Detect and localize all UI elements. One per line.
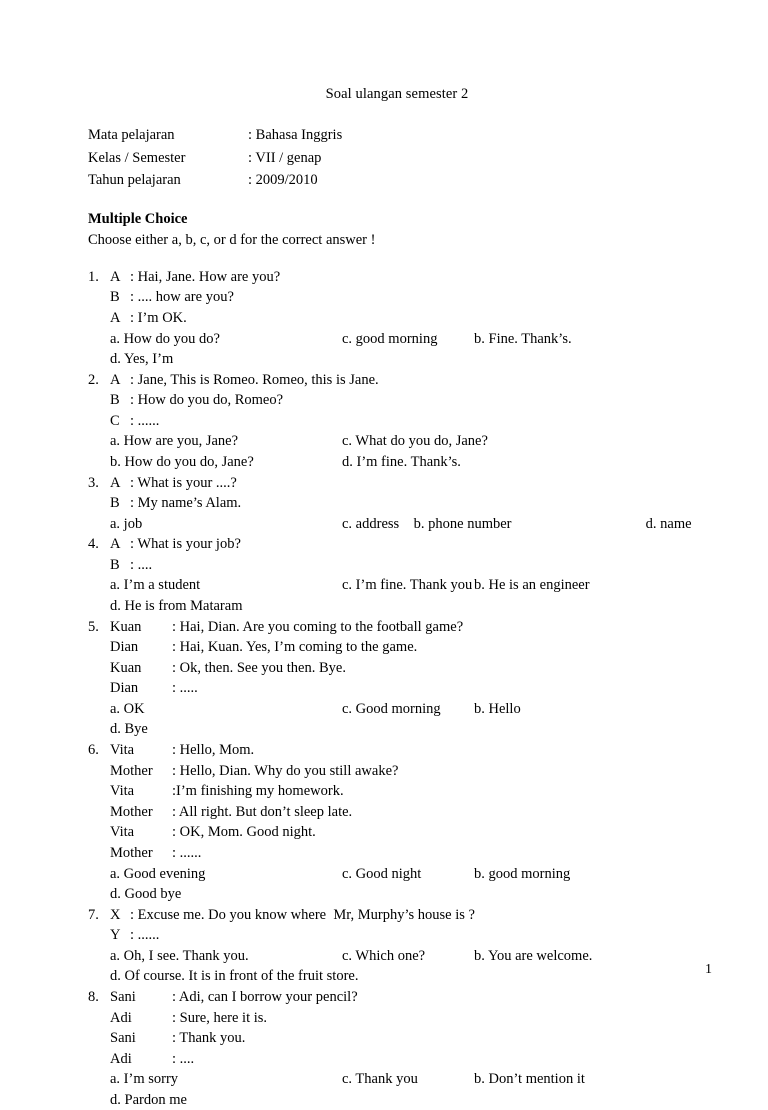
dialogue-line [110, 493, 706, 514]
dialogue-speaker: Y [110, 927, 121, 944]
dialogue-text: : My name’s Alam. [130, 495, 242, 512]
dialogue-text: : What is your ....? [130, 474, 237, 491]
metadata-value: : Bahasa Inggris [248, 127, 343, 143]
dialogue-text: : OK, Mom. Good night. [172, 824, 316, 841]
dialogue-line [110, 308, 706, 329]
option-d[interactable]: d. Good bye [110, 886, 182, 903]
dialogue-text: : ...... [130, 412, 160, 429]
dialogue-line [110, 390, 706, 411]
option-row [110, 514, 706, 535]
option-b[interactable]: b. He is an engineer [474, 577, 590, 594]
dialogue-text: : What is your job? [130, 536, 241, 553]
dialogue-speaker: X [110, 906, 121, 923]
dialogue-line [110, 740, 706, 761]
dialogue-line [110, 473, 706, 494]
option-c[interactable]: c. address [342, 515, 400, 532]
dialogue-speaker: Vita [110, 824, 135, 841]
option-row [110, 329, 706, 370]
question-body [110, 617, 706, 740]
dialogue-speaker: Vita [110, 783, 135, 800]
dialogue-text: : I’m OK. [130, 309, 187, 326]
dialogue-line [110, 905, 706, 926]
dialogue-line [110, 987, 706, 1008]
dialogue-text: : Thank you. [172, 1030, 246, 1047]
dialogue-speaker: B [110, 392, 120, 409]
option-row [110, 575, 706, 616]
metadata-value: : VII / genap [248, 149, 322, 166]
metadata-row [88, 170, 342, 193]
dialogue-line [110, 1028, 706, 1049]
dialogue-line [110, 287, 706, 308]
dialogue-speaker: A [110, 536, 121, 553]
section-heading: Multiple Choice [88, 210, 188, 227]
dialogue-speaker: Adi [110, 1050, 132, 1067]
section-instruction: Choose either a, b, c, or d for the correct answer ! [88, 231, 376, 248]
page-title: Soal ulangan semester 2 [325, 86, 469, 102]
option-b[interactable]: b. good morning [474, 865, 571, 882]
option-a[interactable]: a. job [110, 515, 143, 532]
option-d[interactable]: d. He is from Mataram [110, 598, 243, 615]
dialogue-line [110, 925, 706, 946]
option-b[interactable]: b. Don’t mention it [474, 1071, 585, 1088]
question-number: 6. [88, 742, 99, 759]
dialogue-line [110, 370, 706, 391]
dialogue-speaker: Mother [110, 844, 153, 861]
option-b[interactable]: b. Fine. Thank’s. [474, 330, 572, 347]
dialogue-text: : .... how are you? [130, 289, 234, 306]
option-c[interactable]: c. Good night [342, 865, 422, 882]
question-item [88, 617, 706, 740]
dialogue-text: : Hello, Dian. Why do you still awake? [172, 762, 399, 779]
option-d[interactable]: d. Bye [110, 721, 148, 738]
dialogue-line [110, 617, 706, 638]
dialogue-line [110, 781, 706, 802]
option-a[interactable]: a. How are you, Jane? [110, 433, 239, 450]
option-c[interactable]: c. What do you do, Jane? [342, 433, 488, 450]
dialogue-text: :I’m finishing my homework. [172, 783, 344, 800]
dialogue-speaker: Kuan [110, 659, 142, 676]
option-row [110, 864, 706, 905]
dialogue-speaker: B [110, 289, 120, 306]
page-number: 1 [705, 962, 712, 977]
dialogue-text: : Ok, then. See you then. Bye. [172, 659, 346, 676]
dialogue-line [110, 802, 706, 823]
dialogue-text: : ..... [172, 680, 198, 697]
dialogue-speaker: A [110, 371, 121, 388]
question-item [88, 267, 706, 370]
option-d[interactable]: d. name [645, 515, 692, 532]
option-b[interactable]: b. How do you do, Jane? [110, 453, 254, 470]
dialogue-speaker: C [110, 412, 120, 429]
option-row [110, 946, 706, 987]
dialogue-line [110, 637, 706, 658]
option-a[interactable]: a. Good evening [110, 865, 206, 882]
option-row [110, 699, 706, 740]
dialogue-text: : Hai, Jane. How are you? [130, 268, 281, 285]
dialogue-text: : Hai, Dian. Are you coming to the football game? [172, 618, 464, 635]
question-body [110, 987, 706, 1110]
option-c[interactable]: c. Good morning [342, 700, 441, 717]
dialogue-speaker: B [110, 495, 120, 512]
dialogue-text: : Hai, Kuan. Yes, I’m coming to the game. [172, 639, 418, 656]
question-item [88, 473, 706, 535]
dialogue-line [110, 534, 706, 555]
question-number: 1. [88, 268, 99, 285]
option-c[interactable]: c. good morning [342, 330, 438, 347]
dialogue-line [110, 1008, 706, 1029]
question-body [110, 905, 706, 987]
dialogue-text: : How do you do, Romeo? [130, 392, 284, 409]
question-number: 5. [88, 618, 99, 635]
dialogue-line [110, 678, 706, 699]
option-d[interactable]: d. Pardon me [110, 1091, 187, 1108]
question-item [88, 905, 706, 987]
option-a[interactable]: a. OK [110, 700, 145, 717]
dialogue-line [110, 843, 706, 864]
dialogue-line [110, 658, 706, 679]
dialogue-speaker: Sani [110, 1030, 136, 1047]
option-d[interactable]: d. Yes, I’m [110, 351, 174, 368]
dialogue-text: : .... [172, 1050, 195, 1067]
option-row [110, 1069, 706, 1110]
dialogue-text: : All right. But don’t sleep late. [172, 803, 353, 820]
metadata-row [88, 125, 342, 148]
dialogue-line [110, 267, 706, 288]
dialogue-speaker: A [110, 309, 121, 326]
option-row [110, 431, 706, 472]
dialogue-speaker: Sani [110, 989, 136, 1005]
option-a[interactable]: a. I’m a student [110, 577, 201, 594]
option-a[interactable]: a. How do you do? [110, 330, 220, 347]
question-body [110, 473, 706, 535]
dialogue-speaker: Adi [110, 1009, 132, 1026]
metadata-label: Kelas / Semester [88, 149, 186, 166]
question-item [88, 534, 706, 616]
question-number: 2. [88, 371, 99, 388]
option-c[interactable]: c. Thank you [342, 1071, 418, 1088]
dialogue-speaker: Mother [110, 762, 153, 779]
metadata-row [88, 148, 342, 171]
dialogue-speaker: Vita [110, 742, 135, 759]
question-body [110, 267, 706, 370]
dialogue-speaker: A [110, 474, 121, 491]
dialogue-text: : Jane, This is Romeo. Romeo, this is Jane. [130, 371, 379, 388]
option-d[interactable]: d. I’m fine. Thank’s. [342, 453, 461, 470]
dialogue-text: : .... [130, 556, 153, 573]
dialogue-line [110, 555, 706, 576]
question-body [110, 740, 706, 905]
question-number: 4. [88, 536, 99, 553]
question-body [110, 370, 706, 473]
option-a[interactable]: a. Oh, I see. Thank you. [110, 947, 249, 964]
dialogue-speaker: Dian [110, 680, 139, 697]
question-item [88, 987, 706, 1110]
question-number: 8. [88, 989, 99, 1005]
dialogue-speaker: Kuan [110, 618, 142, 635]
dialogue-line [110, 822, 706, 843]
option-c[interactable]: c. Which one? [342, 947, 426, 964]
question-item [88, 740, 706, 905]
dialogue-line [110, 411, 706, 432]
option-b[interactable]: b. phone number [413, 515, 512, 532]
option-c[interactable]: c. I’m fine. Thank you [342, 577, 473, 594]
option-d[interactable]: d. Of course. It is in front of the fruit store. [110, 968, 359, 985]
dialogue-speaker: Dian [110, 639, 139, 656]
dialogue-text: : Sure, here it is. [172, 1009, 268, 1026]
question-item [88, 370, 706, 473]
question-number: 7. [88, 906, 99, 923]
dialogue-text: : Hello, Mom. [172, 742, 255, 759]
metadata-label: Tahun pelajaran [88, 172, 181, 189]
dialogue-text: : Excuse me. Do you know where Mr, Murphy’s house is ? [130, 906, 475, 923]
document-metadata [88, 125, 342, 193]
question-number: 3. [88, 474, 99, 491]
dialogue-text: : ...... [130, 927, 160, 944]
option-b[interactable]: b. You are welcome. [474, 947, 593, 964]
question-list [88, 267, 706, 1110]
dialogue-text: : ...... [172, 844, 202, 861]
option-a[interactable]: a. I’m sorry [110, 1071, 179, 1088]
dialogue-text: : Adi, can I borrow your pencil? [172, 989, 358, 1005]
metadata-value: : 2009/2010 [248, 172, 318, 189]
dialogue-line [110, 761, 706, 782]
dialogue-speaker: Mother [110, 803, 153, 820]
question-body [110, 534, 706, 616]
dialogue-line [110, 1049, 706, 1070]
option-b[interactable]: b. Hello [474, 700, 521, 717]
metadata-label: Mata pelajaran [88, 127, 175, 143]
dialogue-speaker: A [110, 268, 121, 285]
dialogue-speaker: B [110, 556, 120, 573]
